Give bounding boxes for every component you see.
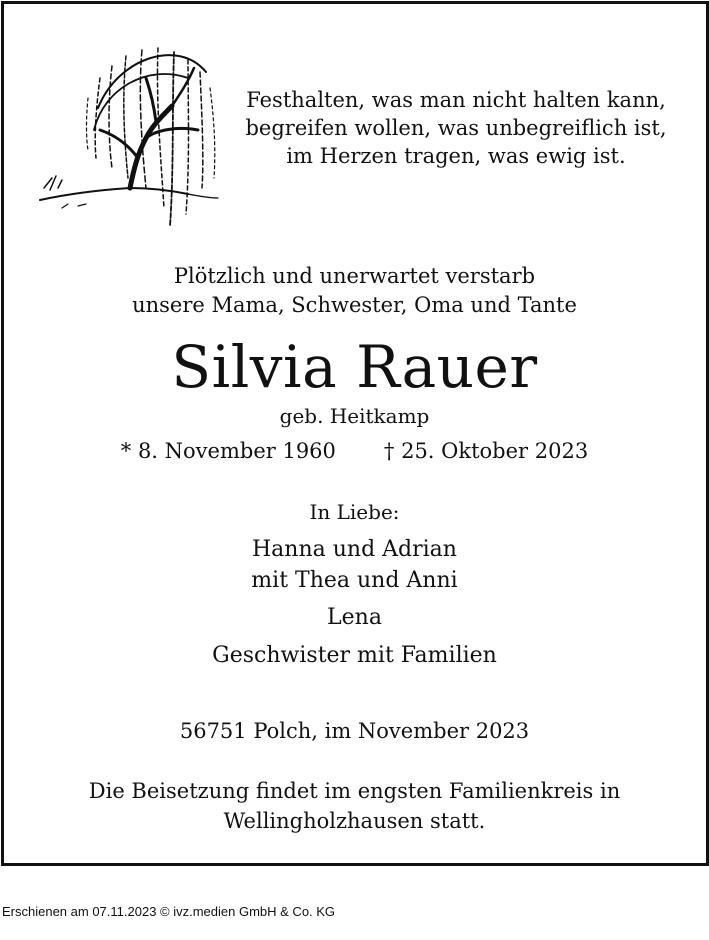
mourners-heading: In Liebe:	[309, 500, 400, 524]
life-dates	[0, 436, 709, 466]
deceased-name: Silvia Rauer	[171, 333, 538, 401]
death-date: † 25. Oktober 2023	[383, 439, 589, 463]
mourners-group	[0, 534, 709, 596]
death-announcement	[0, 262, 709, 320]
place-date: 56751 Polch, im November 2023	[179, 719, 530, 743]
intro-line: Plötzlich und unerwartet verstarb	[173, 264, 536, 288]
birth-date: * 8. November 1960	[120, 439, 336, 463]
intro-line: unsere Mama, Schwester, Oma und Tante	[132, 293, 577, 317]
mourner-line: mit Thea und Anni	[251, 568, 458, 593]
birth-name: geb. Heitkamp	[279, 404, 430, 428]
mourner-line: Hanna und Adrian	[252, 537, 457, 562]
burial-line: Wellingholzhausen statt.	[223, 809, 486, 833]
burial-notice	[0, 776, 709, 836]
weeping-willow-icon	[38, 38, 228, 233]
mourner-line: Lena	[327, 605, 382, 630]
burial-line: Die Beisetzung findet im engsten Familienkreis in	[88, 779, 621, 803]
mourner-line: Geschwister mit Familien	[212, 643, 497, 668]
quote-line: begreifen wollen, was unbegreiflich ist,	[245, 116, 667, 140]
publication-footer: Erschienen am 07.11.2023 © ivz.medien GmbH & Co. KG	[2, 904, 336, 919]
quote-line: Festhalten, was man nicht halten kann,	[246, 88, 666, 112]
quote-line: im Herzen tragen, was ewig ist.	[286, 144, 626, 168]
memorial-quote	[232, 86, 680, 170]
